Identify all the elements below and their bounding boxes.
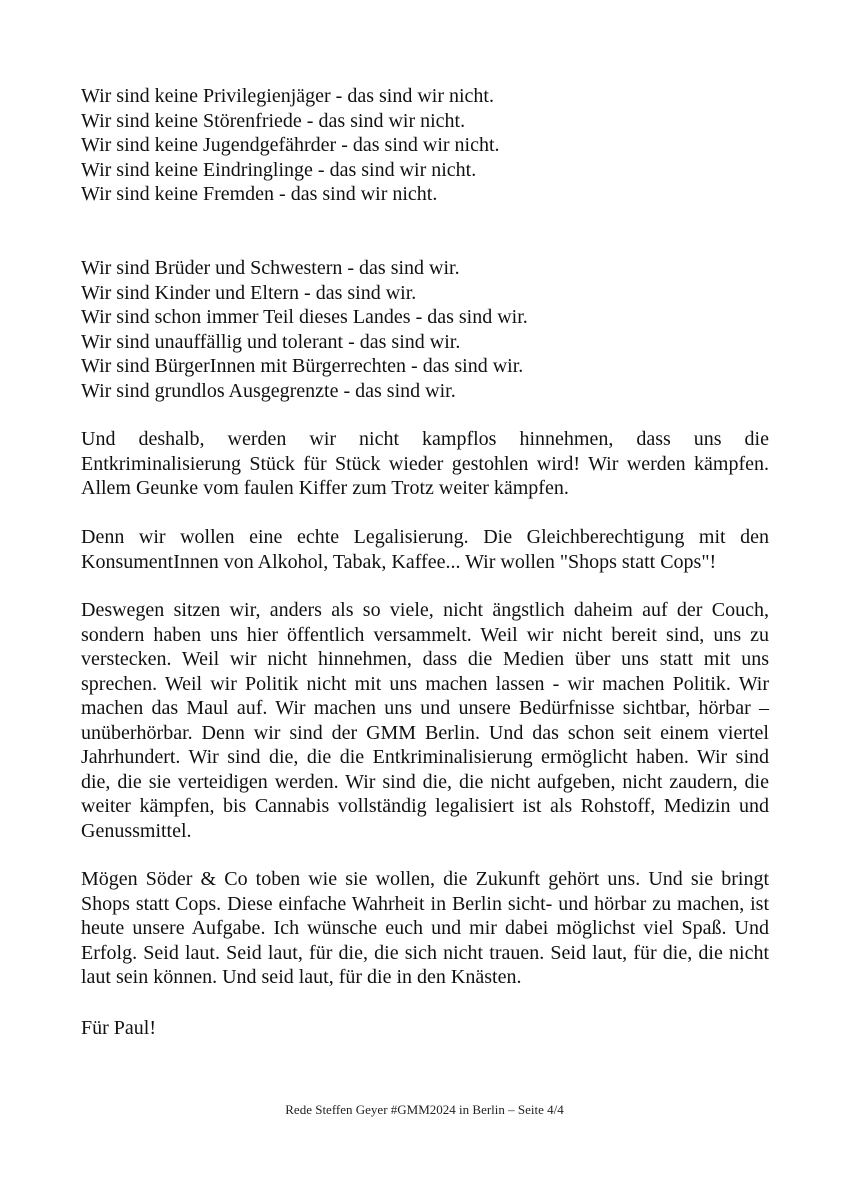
stanza-line: Wir sind Kinder und Eltern - das sind wir. [81, 281, 417, 304]
stanza-line: Wir sind schon immer Teil dieses Landes - das sind wir. [81, 306, 528, 328]
stanza-line: Wir sind keine Störenfriede - das sind wir nicht. [81, 109, 466, 132]
stanza-line: Wir sind keine Eindringlinge - das sind wir nicht. [81, 158, 477, 181]
stanza-line: Wir sind Brüder und Schwestern - das sind wir. [81, 257, 460, 279]
stanza-line: Wir sind keine Privilegienjäger - das sind wir nicht. [81, 85, 494, 107]
stanza-line: Wir sind BürgerInnen mit Bürgerrechten - das sind wir. [81, 355, 524, 377]
stanza-affirmations [81, 256, 769, 403]
stanza-line: Wir sind keine Fremden - das sind wir nicht. [81, 183, 438, 205]
closing-line: Für Paul! [81, 1017, 156, 1039]
stanza-negations [81, 84, 769, 207]
paragraph-versammlung: Deswegen sitzen wir, anders als so viele, nicht ängstlich daheim auf der Couch, sondern haben uns hier öffentlich versammelt. Weil wir nicht bereit sind, uns zu verstecken. Weil wir nicht hinnehmen, dass die Medien über uns statt mit uns sprechen. Weil wir Politik nicht mit uns machen lassen - wir machen Politik. Wir machen das Maul auf. Wir machen uns und unsere Bedürfnisse sichtbar, hörbar – unüberhörbar. Denn wir sind der GMM Berlin. Und das schon seit einem viertel Jahrhundert. Wir sind die, die die Entkriminalisierung ermöglicht haben. Wir sind die, die sie verteidigen werden. Wir sind die, die nicht aufgeben, nicht zaudern, die weiter kämpfen, bis Cannabis vollständig legalisiert ist als Rohstoff, Medizin und Genussmittel. [81, 599, 769, 842]
paragraph-zukunft: Mögen Söder & Co toben wie sie wollen, die Zukunft gehört uns. Und sie bringt Shops statt Cops. Diese einfache Wahrheit in Berlin sicht- und hörbar zu machen, ist heute unsere Aufgabe. Ich wünsche euch und mir dabei möglichst viel Spaß. Und Erfolg. Seid laut. Seid laut, für die, die sich nicht trauen. Seid laut, für die, die nicht laut sein können. Und seid laut, für die in den Knästen. [81, 868, 769, 988]
stanza-line: Wir sind grundlos Ausgegrenzte - das sind wir. [81, 379, 456, 402]
paragraph-kampf: Und deshalb, werden wir nicht kampflos hinnehmen, dass uns die Entkriminalisierung Stück für Stück wieder gestohlen wird! Wir werden kämpfen. Allem Geunke vom faulen Kiffer zum Trotz weiter kämpfen. [81, 428, 769, 499]
stanza-line: Wir sind unauffällig und tolerant - das sind wir. [81, 330, 461, 353]
stanza-line: Wir sind keine Jugendgefährder - das sind wir nicht. [81, 134, 500, 156]
page-footer: Rede Steffen Geyer #GMM2024 in Berlin – Seite 4/4 [285, 1102, 564, 1117]
paragraph-legalisierung: Denn wir wollen eine echte Legalisierung. Die Gleichberechtigung mit den KonsumentInnen von Alkohol, Tabak, Kaffee... Wir wollen "Shops statt Cops"! [81, 526, 769, 573]
